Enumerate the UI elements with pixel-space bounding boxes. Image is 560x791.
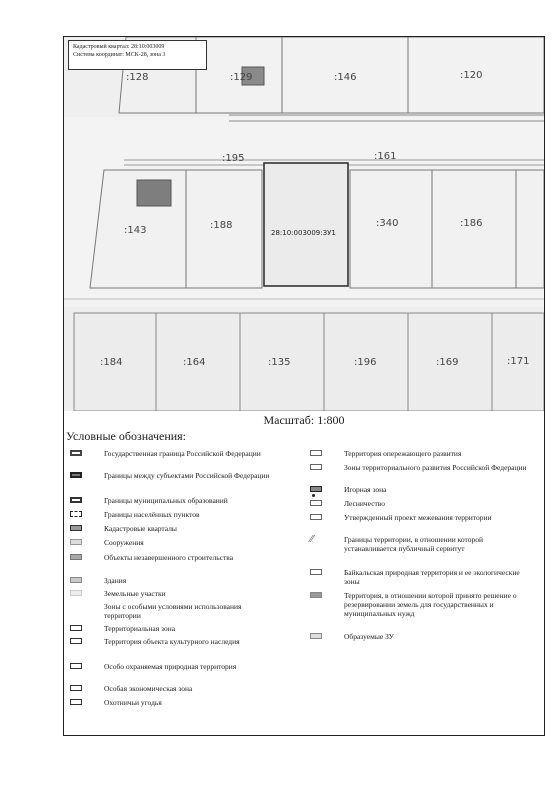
legend-item-baikal: Байкальская природная территория и ее экологические зоны — [310, 568, 530, 588]
label-188: :188 — [210, 220, 233, 231]
label-120: :120 — [460, 70, 483, 81]
settlement-border-icon — [70, 511, 82, 517]
legend-item-gambling-zone: Игорная зона — [310, 485, 530, 497]
legend-item-special-economic-zone: Особая экономическая зона — [70, 684, 270, 696]
survey-project-icon — [310, 514, 322, 520]
coordinate-system-text: Система координат: МСК-28, зона 3 — [73, 52, 166, 58]
parcel-zu1[interactable] — [264, 163, 348, 286]
label-171: :171 — [507, 356, 530, 367]
legend-item-protected-area: Особо охраняемая природная территория — [70, 662, 270, 682]
legend-left-column — [70, 449, 270, 710]
label-zu1: 28:10:003009:ЗУ1 — [271, 229, 336, 237]
legend-item-new-plot: Образуемые ЗУ — [310, 632, 530, 644]
land-plot-icon — [70, 590, 82, 596]
gambling-zone-icon — [310, 486, 322, 492]
new-plot-icon — [310, 633, 322, 639]
label-184: :184 — [100, 357, 123, 368]
label-129: :129 — [230, 72, 253, 83]
advanced-development-icon — [310, 450, 322, 456]
building-icon — [70, 577, 82, 583]
legend-item-territorial-zone: Территориальная зона — [70, 624, 270, 636]
building-143 — [137, 180, 171, 206]
structure-icon — [70, 539, 82, 545]
map-info-box — [68, 40, 207, 70]
legend-item-municipal-border: Границы муниципальных образований — [70, 496, 270, 508]
label-135: :135 — [268, 357, 291, 368]
label-143: :143 — [124, 225, 147, 236]
hunting-grounds-icon — [70, 699, 82, 705]
cadastral-map — [64, 37, 544, 411]
legend-item-survey-project: Утвержденный проект межевания территории — [310, 513, 530, 533]
legend-item-advanced-development: Территория опережающего развития — [310, 449, 530, 460]
legend-item-unfinished: Объекты незавершенного строительства — [70, 553, 270, 573]
label-196: :196 — [354, 357, 377, 368]
legend-item-building: Здания — [70, 576, 270, 588]
territorial-zone-icon — [70, 625, 82, 631]
servitude-icon: ⁄⁄ — [310, 534, 314, 545]
forestry-icon — [310, 500, 322, 506]
legend-item-cultural-heritage: Территория объекта культурного наследия — [70, 637, 270, 657]
label-340: :340 — [376, 218, 399, 229]
cultural-heritage-icon — [70, 638, 82, 644]
legend-item-subject-border: Границы между субъектами Российской Федерации — [70, 471, 270, 493]
legend-item-forestry: Лесничество — [310, 499, 530, 511]
territorial-development-icon — [310, 464, 322, 470]
label-128: :128 — [126, 72, 149, 83]
label-169: :169 — [436, 357, 459, 368]
cadastral-quarter-text: Кадастровый квартал: 28:10:003009 — [73, 44, 165, 50]
legend-item-settlement-border: Границы населённых пунктов — [70, 510, 270, 522]
cadastral-quarter-icon — [70, 525, 82, 531]
parcel-186[interactable] — [432, 170, 516, 288]
legend-item-reserved-land: Территория, в отношении которой принято решение о резервировании земель для государственных и муниципальных нужд — [310, 591, 530, 629]
reserved-land-icon — [310, 592, 322, 598]
legend-item-land-plot: Земельные участки — [70, 589, 270, 600]
protected-area-icon — [70, 663, 82, 669]
legend-item-state-border: Государственная граница Российской Федерации — [70, 449, 270, 467]
label-161: :161 — [374, 151, 397, 162]
special-economic-zone-icon — [70, 685, 82, 691]
legend-right-column — [310, 449, 530, 644]
unfinished-construction-icon — [70, 554, 82, 560]
legend-item-special-zones: Зоны с особыми условиями использования территории — [104, 602, 242, 620]
parcel-edge — [516, 170, 544, 288]
legend-item-structure: Сооружения — [70, 538, 270, 550]
legend-item-hunting-grounds: Охотничьи угодья — [70, 698, 270, 710]
label-146: :146 — [334, 72, 357, 83]
baikal-territory-icon — [310, 569, 322, 575]
subject-border-icon — [70, 472, 82, 478]
map-scale: Масштаб: 1:800 — [263, 413, 345, 427]
label-164: :164 — [183, 357, 206, 368]
state-border-icon — [70, 450, 82, 456]
legend-item-territorial-development: Зоны территориального развития Российской Федерации — [310, 463, 530, 483]
label-186: :186 — [460, 218, 483, 229]
municipal-border-icon — [70, 497, 82, 503]
legend-title: Условные обозначения: — [66, 429, 187, 443]
legend-item-cadastral-quarter: Кадастровые кварталы — [70, 524, 270, 536]
parcel-340[interactable] — [350, 170, 432, 288]
legend-item-servitude: ⁄⁄ Границы территории, в отношении которой устанавливается публичный сервитут — [310, 534, 483, 553]
label-195: :195 — [222, 153, 245, 164]
map-canvas — [64, 37, 544, 411]
